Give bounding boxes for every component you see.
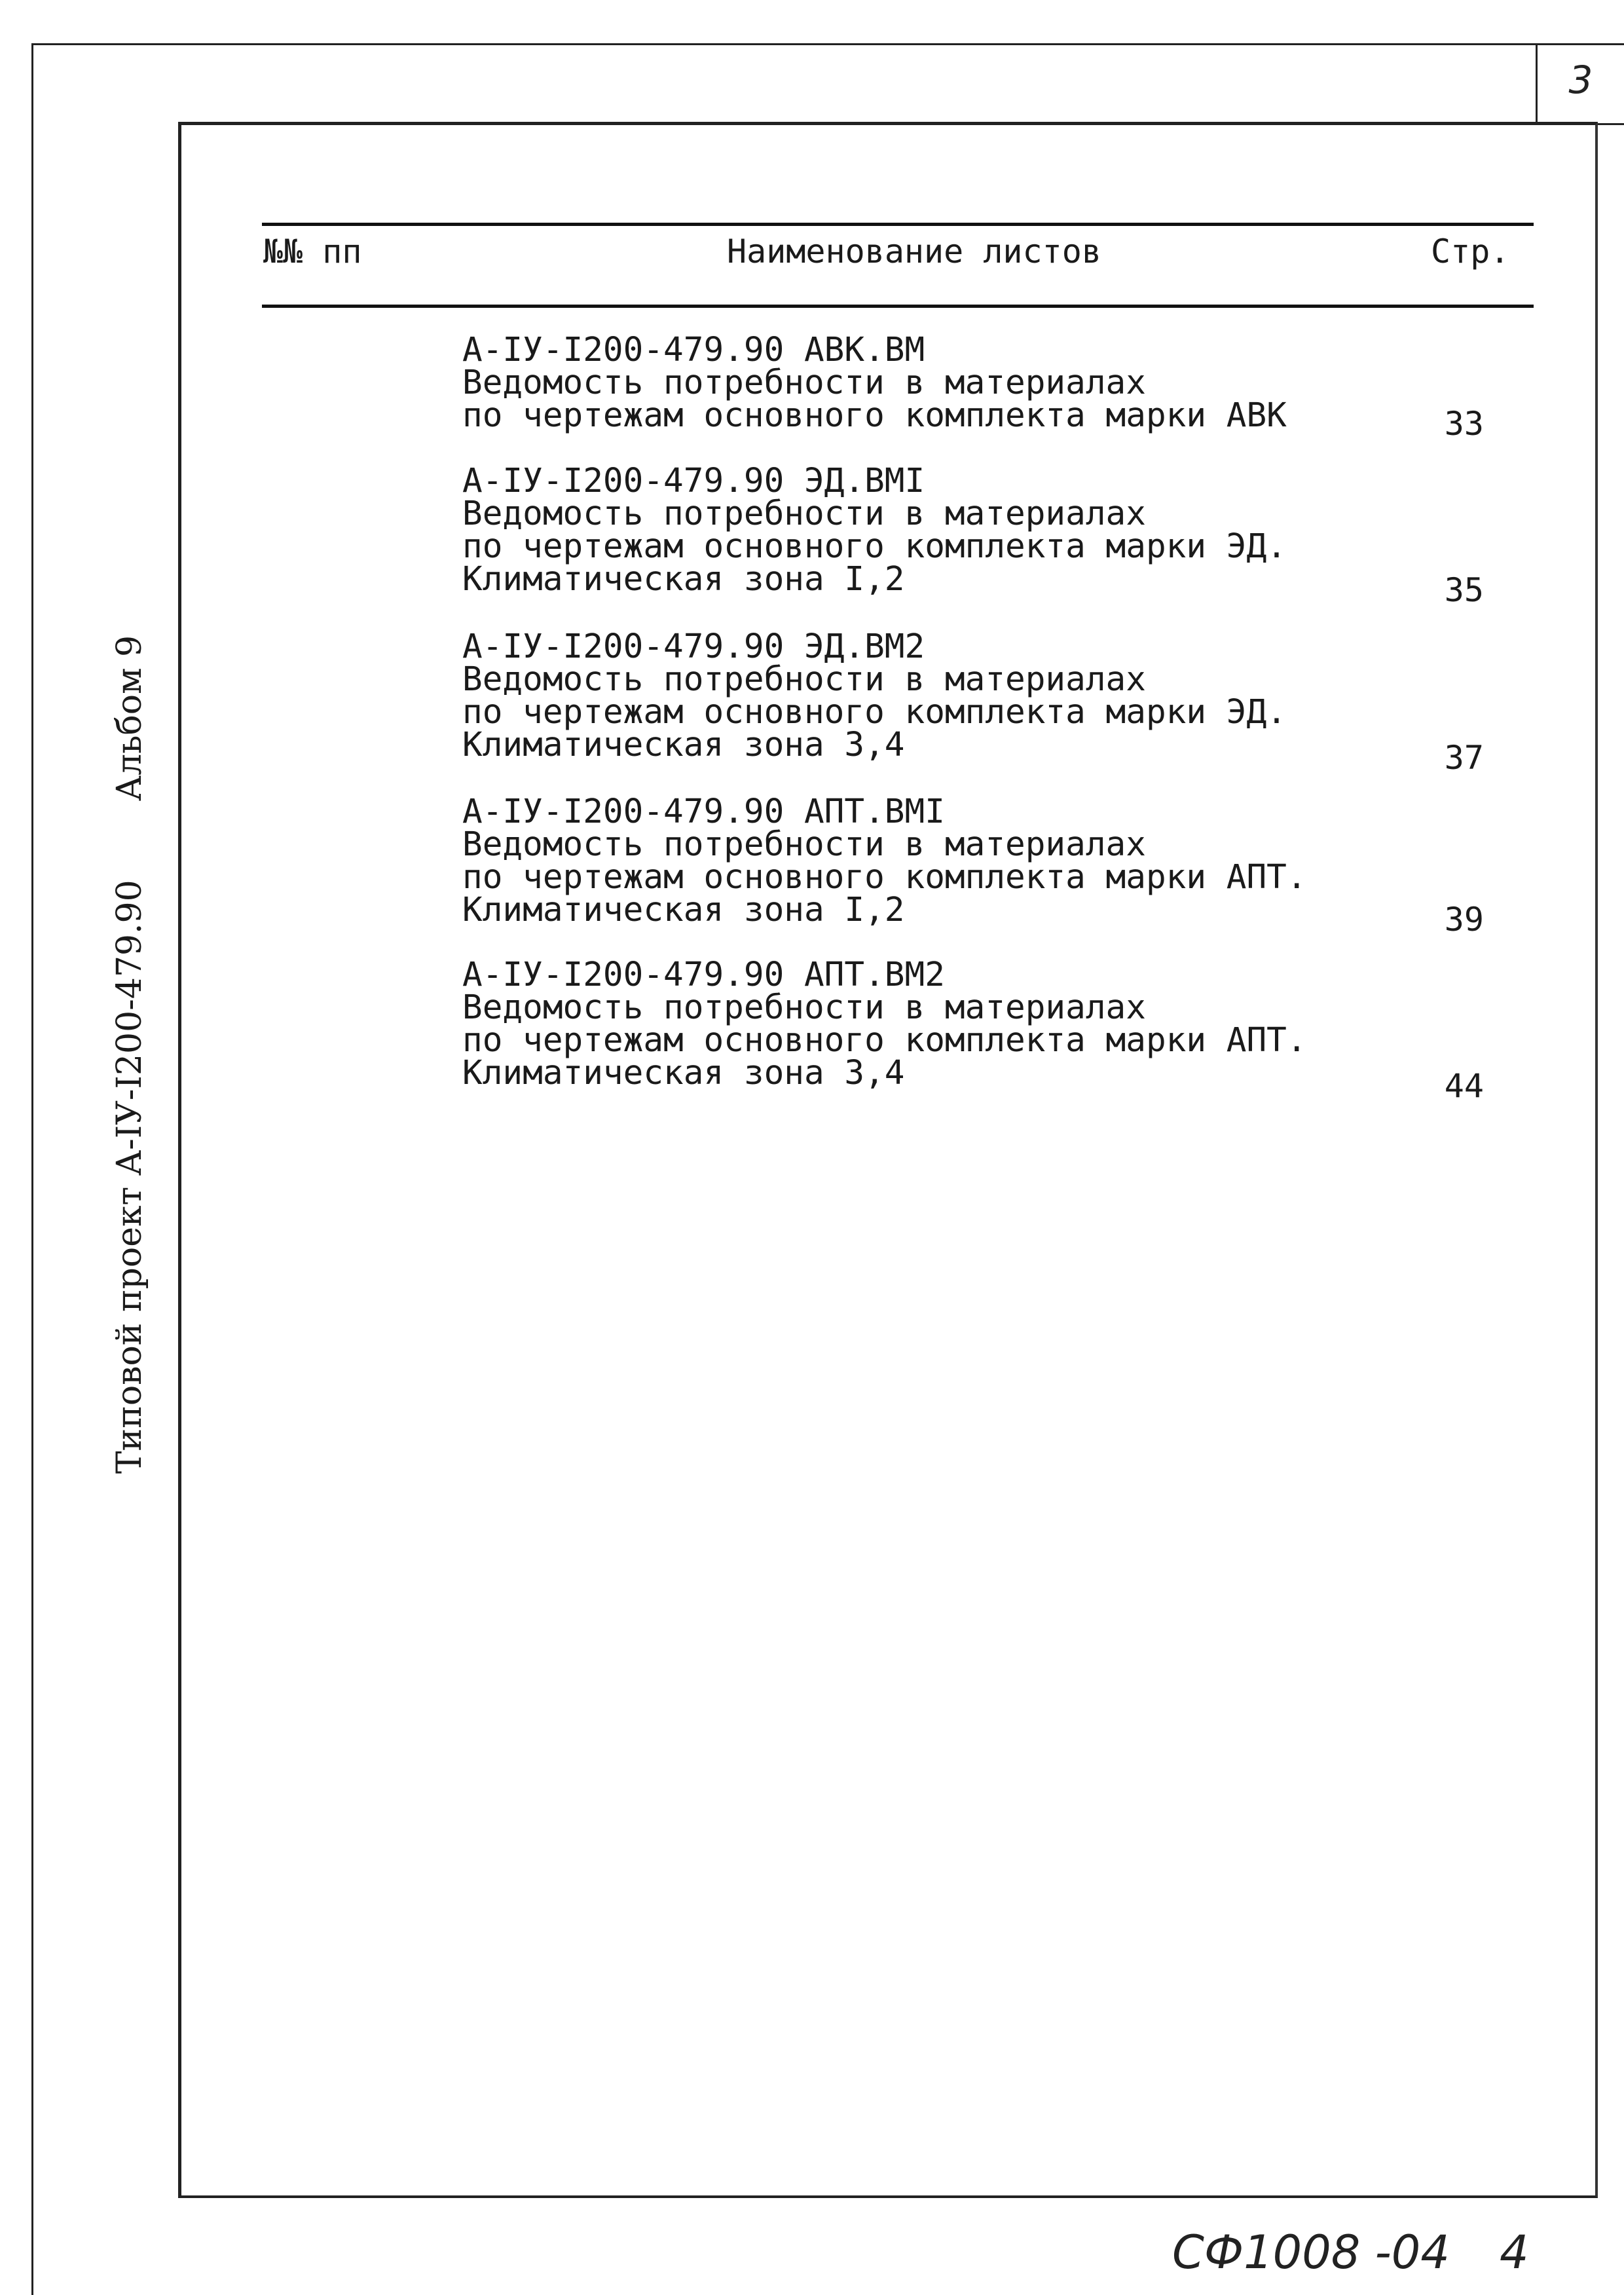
table-header-bottom-rule	[262, 305, 1534, 308]
entry-code: А-IУ-I200-479.90 АВК.ВМ	[462, 331, 925, 369]
entry-title: по чертежам основного комплекта марки АВК	[462, 396, 1287, 435]
list-item	[462, 331, 1484, 443]
entry-title: Ведомость потребности в материалах	[462, 988, 1146, 1027]
entry-page-number: 33	[1444, 405, 1484, 443]
entry-page-number: 37	[1444, 739, 1484, 777]
sheet-border-top	[31, 43, 1624, 45]
list-item	[462, 956, 1484, 1105]
list-item	[462, 462, 1484, 609]
entry-page-number: 35	[1444, 571, 1484, 609]
list-item	[462, 793, 1484, 939]
entry-code: А-IУ-I200-479.90 АПТ.ВМI	[462, 793, 945, 831]
side-title	[110, 635, 149, 1474]
table-header-top-rule	[262, 223, 1534, 226]
entry-code: А-IУ-I200-479.90 АПТ.ВМ2	[462, 956, 945, 994]
entry-title: Климатическая зона I,2	[462, 560, 905, 599]
header-number: №№ пп	[263, 233, 362, 271]
entry-title: Ведомость потребности в материалах	[462, 825, 1146, 864]
entry-title: Ведомость потребности в материалах	[462, 364, 1146, 402]
entry-title: по чертежам основного комплекта марки АПТ.	[462, 1021, 1307, 1060]
sheet-number: 4	[1500, 2226, 1529, 2279]
entry-title: Климатическая зона I,2	[462, 891, 905, 929]
entry-title: Ведомость потребности в материалах	[462, 660, 1146, 699]
side-title-album: Альбом 9	[110, 635, 149, 802]
header-name: Наименование листов	[727, 233, 1101, 271]
sheet-border-left	[31, 43, 33, 2295]
list-item	[462, 627, 1484, 777]
entry-title: по чертежам основного комплекта марки АПТ.	[462, 858, 1307, 897]
entry-title: по чертежам основного комплекта марки ЭД.	[462, 527, 1287, 566]
side-title-project: Типовой проект А-IУ-I200-479.90	[110, 880, 149, 1474]
entry-code: А-IУ-I200-479.90 ЭД.ВМI	[462, 462, 925, 500]
page-number: 3	[1568, 58, 1593, 102]
page-number-box	[1536, 43, 1624, 125]
entry-title: по чертежам основного комплекта марки ЭД.	[462, 693, 1287, 732]
entry-code: А-IУ-I200-479.90 ЭД.ВМ2	[462, 627, 925, 666]
entry-title: Климатическая зона 3,4	[462, 1054, 905, 1092]
entry-page-number: 39	[1444, 901, 1484, 939]
entry-title: Ведомость потребности в материалах	[462, 494, 1146, 533]
entry-page-number: 44	[1444, 1067, 1484, 1105]
header-page: Стр.	[1431, 233, 1510, 271]
document-code: СФ1008 -04	[1172, 2226, 1450, 2279]
entry-title: Климатическая зона 3,4	[462, 726, 905, 764]
